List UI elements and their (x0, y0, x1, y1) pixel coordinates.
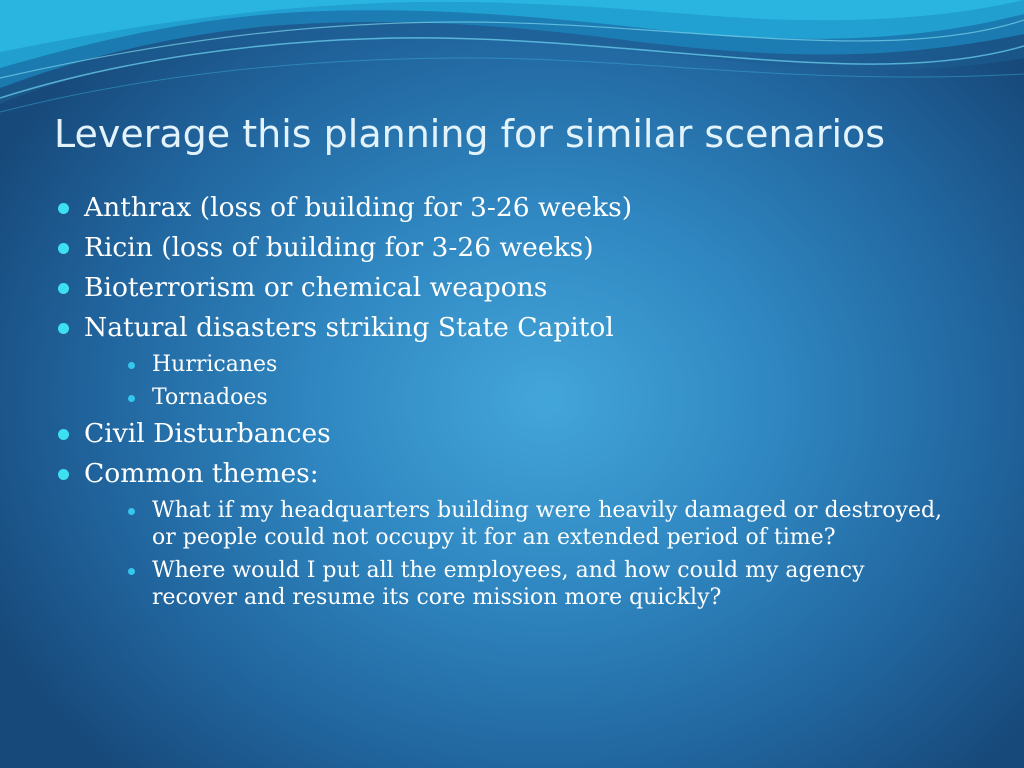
sub-bullet-text: Where would I put all the employees, and how could my agency recover and resume its core mission more quickly? (152, 558, 865, 610)
sub-bullet-list (84, 348, 956, 414)
sub-bullet-item (112, 554, 956, 614)
sub-bullet-list (84, 494, 956, 614)
slide-title: Leverage this planning for similar scenarios (54, 112, 886, 156)
sub-bullet-text: What if my headquarters building were heavily damaged or destroyed, or people could not occupy it for an extended period of time? (152, 498, 943, 550)
bullet-item (56, 188, 956, 228)
bullet-item (56, 414, 956, 454)
sub-bullet-text: Tornadoes (152, 385, 268, 410)
bullet-text: Ricin (loss of building for 3-26 weeks) (84, 232, 594, 263)
bullet-text: Natural disasters striking State Capitol (84, 312, 614, 343)
bullet-text: Anthrax (loss of building for 3-26 weeks) (84, 192, 633, 223)
bullet-item (56, 228, 956, 268)
bullet-text: Bioterrorism or chemical weapons (84, 272, 548, 303)
sub-bullet-item (112, 348, 956, 381)
sub-bullet-text: Hurricanes (152, 352, 278, 377)
sub-bullet-item (112, 381, 956, 414)
bullet-text: Common themes: (84, 458, 319, 489)
bullet-item (56, 268, 956, 308)
bullet-item (56, 454, 956, 614)
bullet-list (56, 188, 956, 614)
bullet-text: Civil Disturbances (84, 418, 331, 449)
sub-bullet-item (112, 494, 956, 554)
bullet-item (56, 308, 956, 414)
